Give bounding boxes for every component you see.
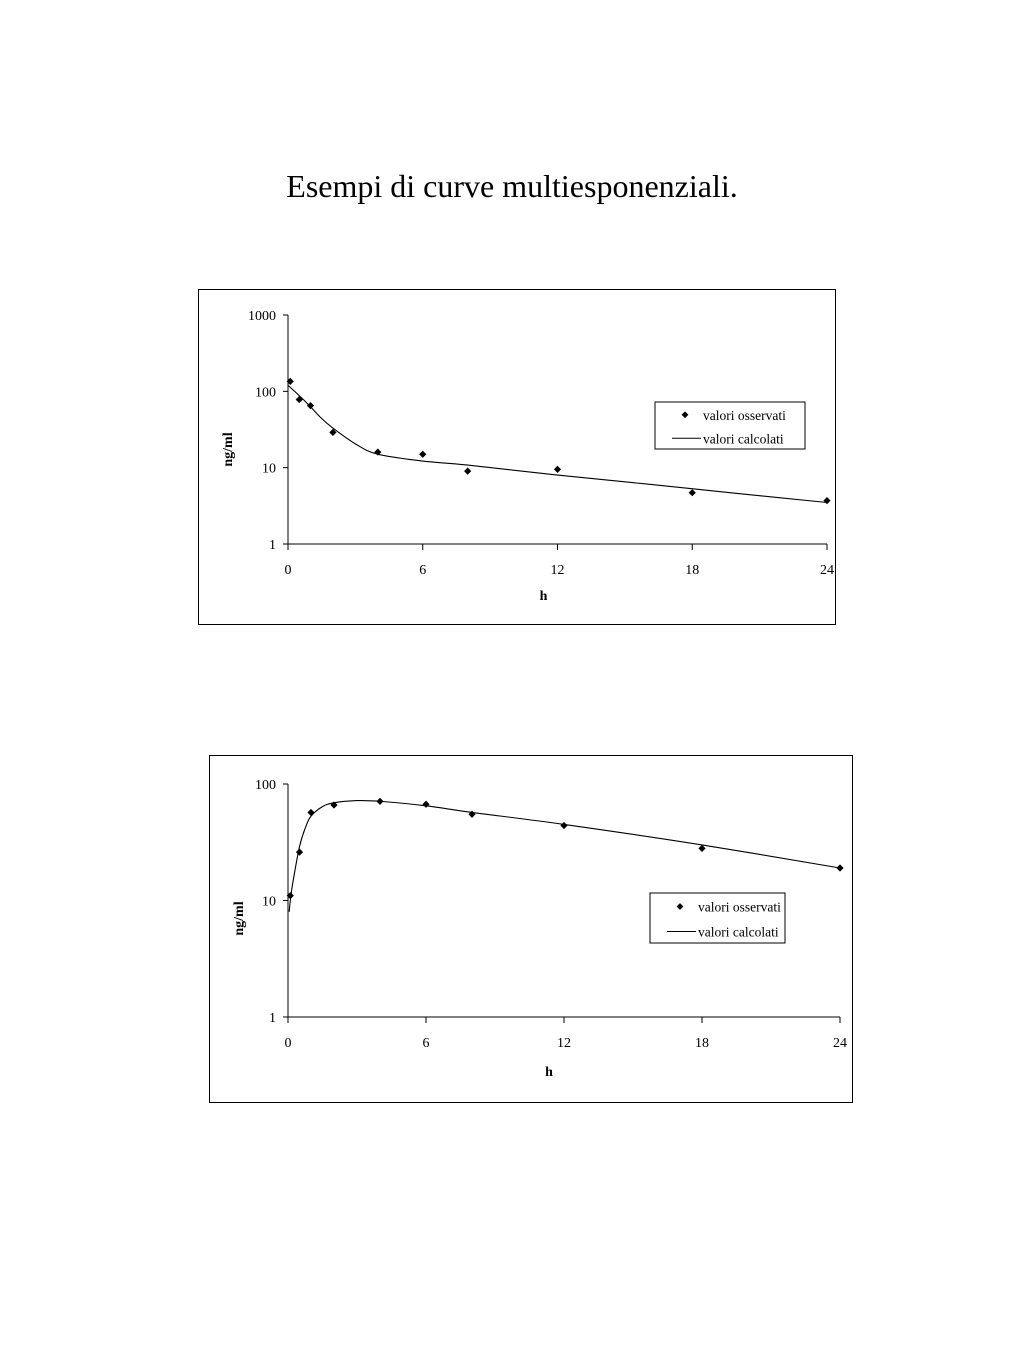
chart-2-legend-label: valori osservati <box>698 899 781 915</box>
chart-1-y-tick-label: 100 <box>255 385 276 401</box>
chart-2-x-tick-label: 18 <box>695 1036 709 1051</box>
chart-1-observed-point <box>464 468 471 475</box>
chart-2-y-axis-label: ng/ml <box>232 901 247 936</box>
chart-1-x-axis-label: h <box>539 589 548 604</box>
chart-2-x-tick-label: 12 <box>557 1036 571 1051</box>
chart-1-y-tick-label: 1000 <box>248 309 276 324</box>
chart-2-frame <box>209 755 853 1103</box>
chart-2-y-tick-label: 1 <box>269 1011 276 1026</box>
chart-1-observed-point <box>296 396 303 403</box>
chart-1-x-tick-label: 6 <box>419 563 427 578</box>
chart-2-y-tick-label: 100 <box>255 778 276 793</box>
chart-2-observed-point <box>698 845 705 852</box>
chart-1-frame <box>198 289 836 625</box>
chart-1-observed-point <box>689 489 696 496</box>
chart-2-x-tick-label: 24 <box>833 1036 847 1051</box>
chart-2-svg <box>210 756 854 1104</box>
chart-2-observed-point <box>307 809 314 816</box>
chart-1-svg <box>199 290 837 626</box>
page-title: Esempi di curve multiesponenziali. <box>286 168 738 204</box>
chart-1-x-tick-label: 24 <box>820 563 834 578</box>
chart-1-observed-point <box>307 402 314 409</box>
chart-1-observed-point <box>419 451 426 458</box>
chart-1-y-axis-label: ng/ml <box>221 432 236 467</box>
chart-2-observed-point <box>422 801 429 808</box>
chart-1-x-tick-label: 18 <box>685 563 700 578</box>
chart-1-observed-point <box>823 497 830 504</box>
chart-2-legend-label: valori calcolati <box>698 924 779 940</box>
chart-2-observed-point <box>296 849 303 856</box>
chart-1-x-tick-label: 12 <box>550 563 565 578</box>
chart-1-legend-label: valori osservati <box>703 407 786 423</box>
chart-1-y-tick-label: 1 <box>269 538 276 553</box>
chart-2-x-tick-label: 0 <box>284 1036 292 1051</box>
chart-2-x-tick-label: 6 <box>422 1036 430 1051</box>
chart-2-y-tick-label: 10 <box>262 894 276 910</box>
chart-2-observed-point <box>560 822 567 829</box>
chart-2-x-axis-label: h <box>545 1065 553 1080</box>
chart-1-legend-label: valori calcolati <box>703 431 784 447</box>
chart-1-observed-point <box>554 466 561 473</box>
chart-1-y-tick-label: 10 <box>262 461 276 477</box>
chart-1-x-tick-label: 0 <box>284 563 292 578</box>
